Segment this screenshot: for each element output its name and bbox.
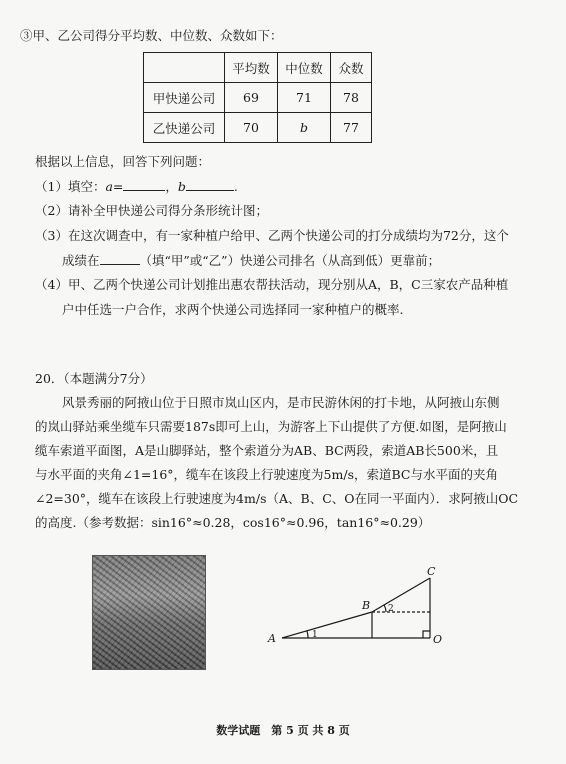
q19-part3-line1: （3）在这次调查中，有一家种植户给甲、乙两个快递公司的打分成绩均为72分，这个 [35, 228, 509, 243]
table-header-cell: 平均数 [225, 53, 278, 83]
q19-part2: （2）请补全甲快递公司得分条形统计图； [35, 203, 268, 218]
q20-line: 缆车索道平面图，A是山脚驿站，整个索道分为AB、BC两段，索道AB长500米，且 [35, 443, 499, 458]
cableway-diagram [262, 565, 452, 660]
answer-blank-company [100, 252, 140, 265]
table-header-cell: 中位数 [278, 53, 331, 83]
angle-2-arc [384, 605, 386, 612]
q19-part1: （1）填空：a= ，b . [35, 179, 238, 194]
q20-line: 风景秀丽的阿掖山位于日照市岚山区内，是市民游休闲的打卡地，从阿掖山东侧 [62, 395, 500, 410]
q19-part1-b-label: b [177, 179, 186, 194]
table-cell-median: 71 [278, 83, 331, 113]
table-row [144, 83, 372, 113]
q19-part1-prefix: （1）填空： [35, 179, 106, 194]
label-a: A [268, 632, 276, 645]
table-header-cell [144, 53, 225, 83]
q19-prompt: 根据以上信息，回答下列问题： [35, 154, 211, 169]
table-header-row [144, 53, 372, 83]
q19-part4-line1: （4）甲、乙两个快递公司计划推出惠农帮扶活动，现分别从A，B，C三家农产品种植 [35, 277, 509, 292]
q19-part4-line2: 户中任选一户合作，求两个快递公司选择同一家种植户的概率. [62, 302, 404, 317]
q19-part3-pre: 成绩在 [62, 253, 100, 268]
label-c: C [427, 565, 436, 578]
label-angle-2: 2 [388, 604, 394, 614]
q19-part1-a-label: a [105, 179, 113, 194]
table-cell-median: b [278, 113, 331, 143]
table-cell-mode: 77 [331, 113, 372, 143]
table-header-cell: 众数 [331, 53, 372, 83]
q19-intro: ③甲、乙公司得分平均数、中位数、众数如下： [20, 28, 283, 43]
segment-bc [372, 578, 430, 612]
table-cell-mode: 78 [331, 83, 372, 113]
answer-blank-a [123, 178, 165, 191]
table-cell-company: 甲快递公司 [144, 83, 225, 113]
label-o: O [433, 633, 443, 646]
q20-title: 20．（本题满分7分） [35, 371, 153, 386]
q19-part3-line2 [62, 252, 440, 269]
table-cell-mean: 70 [225, 113, 278, 143]
page-footer: 数学试题 第 5 页 共 8 页 [216, 724, 350, 737]
answer-blank-b [186, 178, 234, 191]
q20-line: 与水平面的夹角∠1=16°，缆车在该段上行驶速度为5m/s，索道BC与水平面的夹角 [35, 467, 498, 482]
table-cell-company: 乙快递公司 [144, 113, 225, 143]
label-b: B [362, 599, 371, 612]
q20-line: ∠2=30°，缆车在该段上行驶速度为4m/s（A、B、C、O在同一平面内）．求阿掖山OC [35, 491, 519, 506]
label-angle-1: 1 [312, 630, 318, 640]
table-cell-mean: 69 [225, 83, 278, 113]
q19-part3-post: （填“甲”或“乙”）快递公司排名（从高到低）更靠前； [139, 253, 441, 268]
q20-line: 的高度.（参考数据：sin16°≈0.28，cos16°≈0.96，tan16°≈0.29） [35, 515, 431, 530]
right-angle-mark [423, 631, 430, 638]
table-row [144, 113, 372, 143]
cable-car-photo [92, 555, 206, 670]
score-table [143, 52, 372, 143]
segment-ab [282, 612, 372, 638]
angle-1-arc [307, 631, 308, 638]
q20-line: 的岚山驿站乘坐缆车只需要187s即可上山，为游客上下山提供了方便.如图，是阿掖山 [35, 419, 507, 434]
